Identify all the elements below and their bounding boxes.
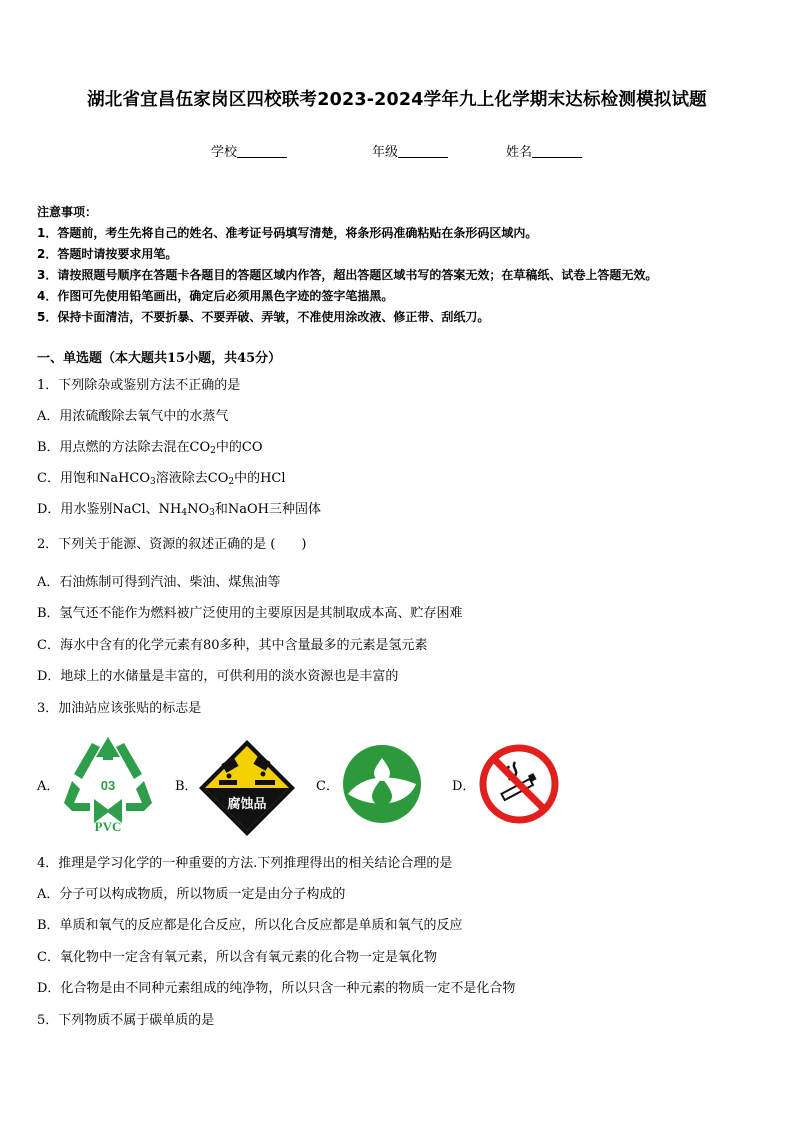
recycle-number: 03 — [100, 778, 116, 793]
q3-label-d: D． — [452, 779, 476, 794]
grade-blank[interactable] — [398, 144, 448, 158]
q2-option-b: B．氢气还不能作为燃料被广泛使用的主要原因是其制取成本高、贮存困难 — [37, 606, 463, 621]
q2-option-d: D．地球上的水储量是丰富的，可供利用的淡水资源也是丰富的 — [37, 669, 399, 684]
notes-item-5: 5．保持卡面清洁，不要折暴、不要弄破、弄皱，不准使用涂改液、修正带、刮纸刀。 — [37, 310, 490, 324]
notes-item-3: 3．请按照题号顺序在答题卡各题目的答题区域内作答，超出答题区域书写的答案无效；在草稿纸、试卷上答题无效。 — [37, 268, 658, 282]
q3-label-c: C． — [316, 779, 339, 794]
school-blank[interactable] — [237, 144, 287, 158]
q1-option-d — [37, 498, 321, 517]
name-blank[interactable] — [532, 144, 582, 158]
corrosive-icon — [197, 738, 297, 838]
q2-option-c: C．海水中含有的化学元素有80多种，其中含量最多的元素是氢元素 — [37, 638, 428, 653]
name-field — [506, 141, 582, 160]
q4-stem: 4．推理是学习化学的一种重要的方法.下列推理得出的相关结论合理的是 — [37, 856, 453, 871]
q1-option-c — [37, 467, 286, 486]
q1-c-sub1: 3 — [150, 477, 156, 487]
q3-stem: 3．加油站应该张贴的标志是 — [37, 701, 202, 716]
notes-item-4: 4．作图可先使用铅笔画出，确定后必须用黑色字迹的签字笔描黑。 — [37, 289, 394, 303]
q2-stem-text: 2．下列关于能源、资源的叙述正确的是 — [37, 537, 267, 552]
water-saving-icon — [342, 744, 422, 824]
q3-label-b: B． — [175, 779, 198, 794]
q4-option-d: D．化合物是由不同种元素组成的纯净物，所以只含一种元素的物质一定不是化合物 — [37, 981, 516, 996]
q1-option-b — [37, 436, 263, 455]
grade-field — [372, 141, 448, 160]
q1-option-a: A．用浓硫酸除去氧气中的水蒸气 — [37, 409, 229, 424]
grade-label: 年级 — [372, 145, 399, 160]
q1-stem: 1．下列除杂或鉴别方法不正确的是 — [37, 378, 241, 393]
q1-d-post: 和NaOH三种固体 — [214, 502, 322, 517]
q1-d-sub2: 3 — [209, 508, 215, 518]
section-heading: 一、单选题（本大题共15小题，共45分） — [37, 351, 282, 366]
notes-item-2: 2．答题时请按要求用笔。 — [37, 247, 178, 261]
q1-d-sub1: 4 — [181, 508, 188, 518]
corrosive-text: 腐蚀品 — [227, 797, 267, 812]
q1-c-sub2: 2 — [228, 477, 235, 487]
q5-stem: 5．下列物质不属于碳单质的是 — [37, 1013, 215, 1028]
q1-c-pre: C．用饱和NaHCO — [37, 471, 151, 486]
recycle-text: PVC — [94, 819, 122, 833]
no-smoking-icon — [479, 744, 559, 824]
q4-option-b: B．单质和氧气的反应都是化合反应，所以化合反应都是单质和氧气的反应 — [37, 918, 463, 933]
school-field — [211, 141, 287, 160]
q2-option-a: A．石油炼制可得到汽油、柴油、煤焦油等 — [37, 575, 281, 590]
q1-d-pre: D．用水鉴别NaCl、NH — [37, 502, 182, 517]
q2-answer-paren: ( ) — [270, 537, 307, 552]
name-label: 姓名 — [506, 145, 533, 160]
notes-heading: 注意事项： — [37, 205, 98, 219]
q4-option-c: C．氧化物中一定含有氧元素，所以含有氧元素的化合物一定是氧化物 — [37, 950, 437, 965]
q4-option-a: A．分子可以构成物质，所以物质一定是由分子构成的 — [37, 887, 346, 902]
q1-c-post: 中的HCl — [234, 471, 286, 486]
q1-b-sub: 2 — [210, 446, 216, 456]
q1-c-mid: 溶液除去CO — [155, 471, 229, 486]
school-label: 学校 — [211, 145, 238, 160]
q3-label-a: A． — [37, 779, 60, 794]
page-title: 湖北省宜昌伍家岗区四校联考2023-2024学年九上化学期末达标检测模拟试题 — [87, 90, 707, 110]
q2-stem — [37, 533, 306, 552]
q1-b-pre: B．用点燃的方法除去混在CO — [37, 440, 211, 455]
q1-d-mid: NO — [187, 502, 210, 517]
notes-block — [37, 202, 657, 328]
recycle-pvc-icon — [60, 733, 156, 833]
notes-item-1: 1．答题前，考生先将自己的姓名、准考证号码填写清楚，将条形码准确粘贴在条形码区域内。 — [37, 226, 538, 240]
q1-b-post: 中的CO — [215, 440, 263, 455]
